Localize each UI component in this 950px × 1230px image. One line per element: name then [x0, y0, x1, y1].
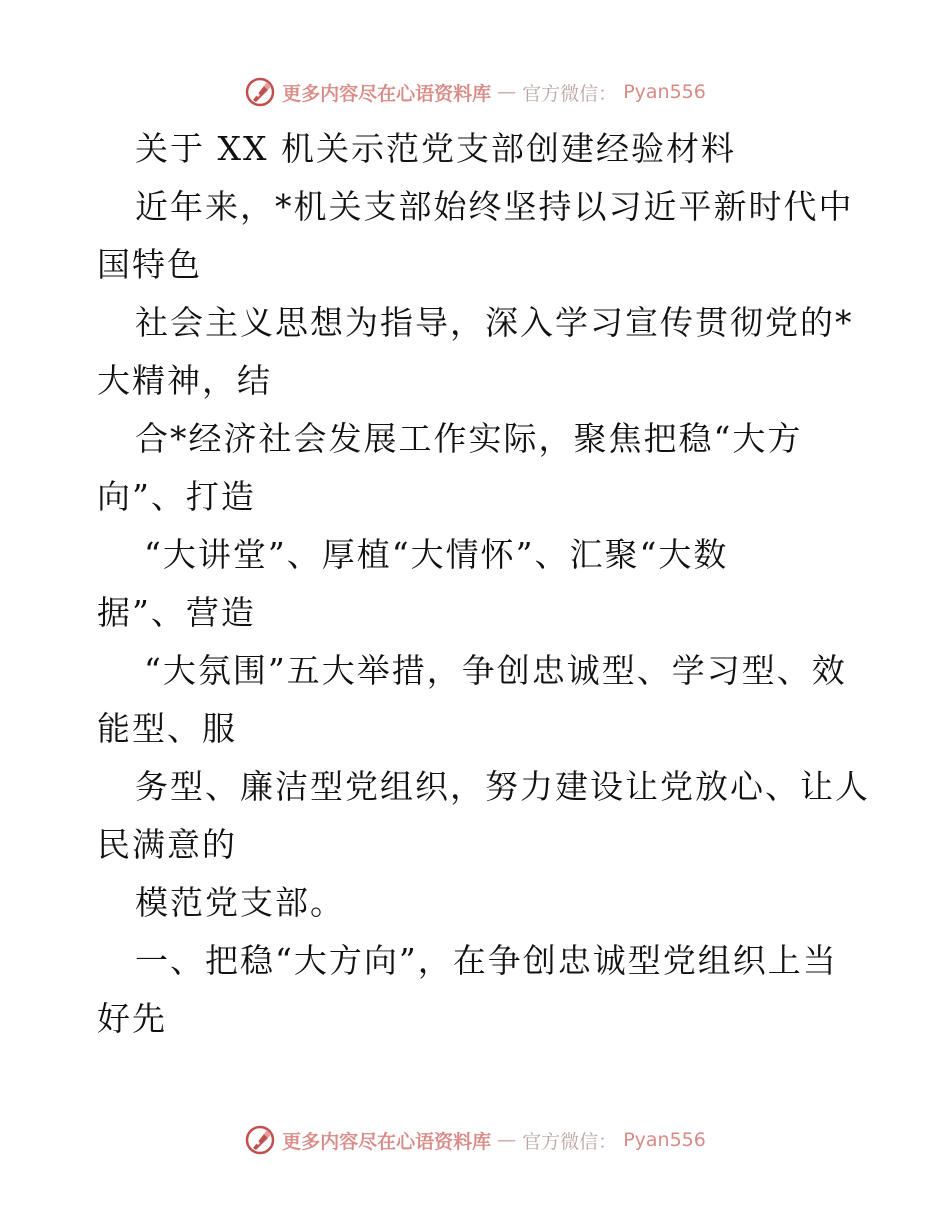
- paragraph-line: 向”、打造: [97, 477, 256, 516]
- paragraph-line: 社会主义思想为指导，深入学习宣传贯彻党的*: [135, 303, 854, 342]
- watermark-contact-id: Pyan556: [623, 1129, 706, 1151]
- paragraph-line: 国特色: [97, 245, 202, 284]
- header-watermark: [0, 72, 950, 112]
- pen-nib-logo-icon: [244, 76, 276, 108]
- paragraph-line: 近年来，*机关支部始终坚持以习近平新时代中: [135, 187, 854, 226]
- paragraph-line: 大精神，结: [97, 361, 272, 400]
- paragraph-line: 好先: [97, 999, 167, 1038]
- watermark-dash: —: [497, 1129, 517, 1151]
- watermark-brand: 更多内容尽在心语资料库: [282, 1130, 492, 1153]
- watermark-contact-label: 官方微信：: [522, 1130, 618, 1153]
- paragraph-line: 合*经济社会发展工作实际，聚焦把稳“大方: [135, 419, 803, 458]
- pen-nib-logo-icon: [244, 1124, 276, 1156]
- paragraph-line: “大氛围”五大举措，争创忠诚型、学习型、效: [144, 651, 847, 690]
- paragraph-line: 模范党支部。: [135, 883, 345, 922]
- paragraph-line: “大讲堂”、厚植“大情怀”、汇聚“大数: [144, 535, 729, 574]
- paragraph-line: 务型、廉洁型党组织，努力建设让党放心、让人: [135, 767, 870, 806]
- document-title: 关于 XX 机关示范党支部创建经验材料: [135, 129, 736, 168]
- watermark-contact-label: 官方微信：: [522, 82, 618, 105]
- document-body: [97, 120, 870, 1048]
- paragraph-line: 能型、服: [97, 709, 237, 748]
- footer-watermark: [0, 1120, 950, 1160]
- watermark-contact-id: Pyan556: [623, 81, 706, 103]
- section-heading: 一、把稳“大方向”，在争创忠诚型党组织上当: [135, 941, 838, 980]
- paragraph-line: 民满意的: [97, 825, 237, 864]
- paragraph-line: 据”、营造: [97, 593, 256, 632]
- watermark-brand: 更多内容尽在心语资料库: [282, 82, 492, 105]
- watermark-dash: —: [497, 81, 517, 103]
